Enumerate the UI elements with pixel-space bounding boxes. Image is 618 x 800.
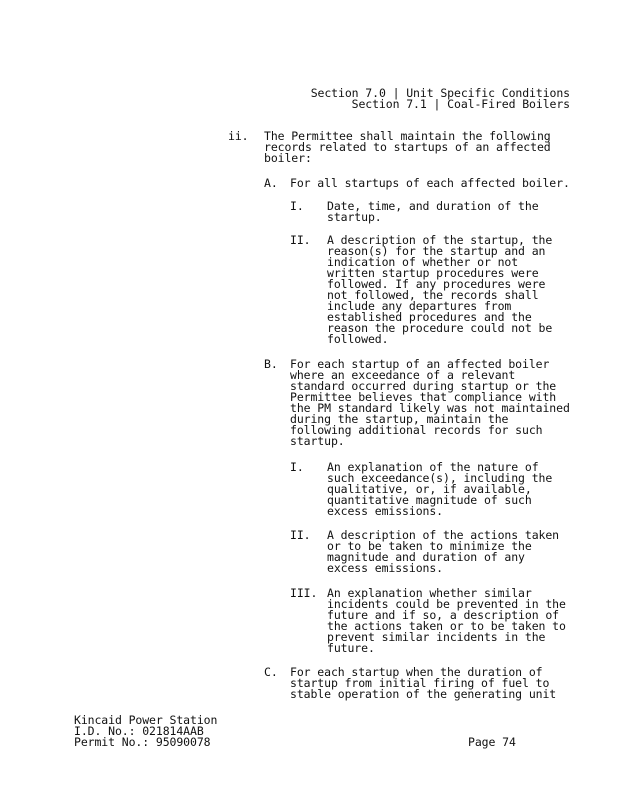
item-b-line: the PM standard likely was not maintained	[290, 401, 570, 415]
item-a-line: For all startups of each affected boiler.	[290, 176, 570, 190]
footer-station: Kincaid Power Station	[74, 713, 218, 727]
item-b-iii-line: the actions taken or to be taken to	[327, 619, 566, 633]
item-a-ii-line: followed.	[327, 332, 389, 346]
item-b-iii-line: future and if so, a description of	[327, 608, 560, 622]
item-a-ii-line: include any departures from	[327, 299, 512, 313]
item-a-ii-line: indication of whether or not	[327, 255, 519, 269]
item-c-line: stable operation of the generating unit	[290, 687, 557, 701]
section-heading: Section 7.0 | Unit Specific Conditions	[310, 86, 570, 100]
item-b-i-line: excess emissions.	[327, 504, 444, 518]
item-b-i-line: An explanation of the nature of	[327, 460, 539, 474]
item-ii-line: records related to startups of an affected	[264, 140, 551, 154]
item-ii-line: The Permittee shall maintain the following	[264, 129, 551, 143]
item-b-line: standard occurred during startup or the	[290, 379, 557, 393]
item-a-ii-marker: II.	[290, 233, 311, 247]
footer-permit-number: Permit No.: 95090078	[74, 735, 211, 749]
item-a-i-marker: I.	[290, 199, 304, 213]
item-b-ii-marker: II.	[290, 528, 311, 542]
item-b-line: during the startup, maintain the	[290, 412, 509, 426]
item-b-ii-line: magnitude and duration of any	[327, 550, 525, 564]
item-b-i-marker: I.	[290, 460, 304, 474]
item-a-ii-line: reason(s) for the startup and an	[327, 244, 546, 258]
item-b-iii-marker: III.	[290, 586, 318, 600]
item-ii-line: boiler:	[264, 151, 312, 165]
item-b-line: For each startup of an affected boiler	[290, 357, 550, 371]
item-a-marker: A.	[264, 176, 278, 190]
item-b-ii-line: excess emissions.	[327, 561, 444, 575]
item-a-i-line: Date, time, and duration of the	[327, 199, 539, 213]
item-a-ii-line: followed. If any procedures were	[327, 277, 546, 291]
item-b-i-line: qualitative, or, if available,	[327, 482, 532, 496]
item-c-marker: C.	[264, 665, 278, 679]
item-c-line: For each startup when the duration of	[290, 665, 543, 679]
item-a-ii-line: A description of the startup, the	[327, 233, 553, 247]
item-b-line: Permittee believes that compliance with	[290, 390, 557, 404]
item-b-ii-line: A description of the actions taken	[327, 528, 560, 542]
footer-id-number: I.D. No.: 021814AAB	[74, 724, 204, 738]
item-a-ii-line: established procedures and the	[327, 310, 532, 324]
item-a-i-line: startup.	[327, 210, 382, 224]
item-a-ii-line: not followed, the records shall	[327, 288, 539, 302]
item-b-ii-line: or to be taken to minimize the	[327, 539, 532, 553]
item-b-line: following additional records for such	[290, 423, 543, 437]
item-a-ii-line: written startup procedures were	[327, 266, 539, 280]
page-number: Page 74	[468, 735, 516, 749]
item-ii-marker: ii.	[228, 129, 249, 143]
item-b-iii-line: future.	[327, 641, 375, 655]
subsection-heading: Section 7.1 | Coal-Fired Boilers	[351, 97, 570, 111]
item-b-i-line: quantitative magnitude of such	[327, 493, 532, 507]
item-b-iii-line: An explanation whether similar	[327, 586, 532, 600]
item-b-iii-line: prevent similar incidents in the	[327, 630, 546, 644]
item-c-line: startup from initial firing of fuel to	[290, 676, 550, 690]
item-a-ii-line: reason the procedure could not be	[327, 321, 553, 335]
item-b-line: startup.	[290, 434, 345, 448]
item-b-iii-line: incidents could be prevented in the	[327, 597, 566, 611]
item-b-i-line: such exceedance(s), including the	[327, 471, 553, 485]
item-b-line: where an exceedance of a relevant	[290, 368, 516, 382]
item-b-marker: B.	[264, 357, 278, 371]
